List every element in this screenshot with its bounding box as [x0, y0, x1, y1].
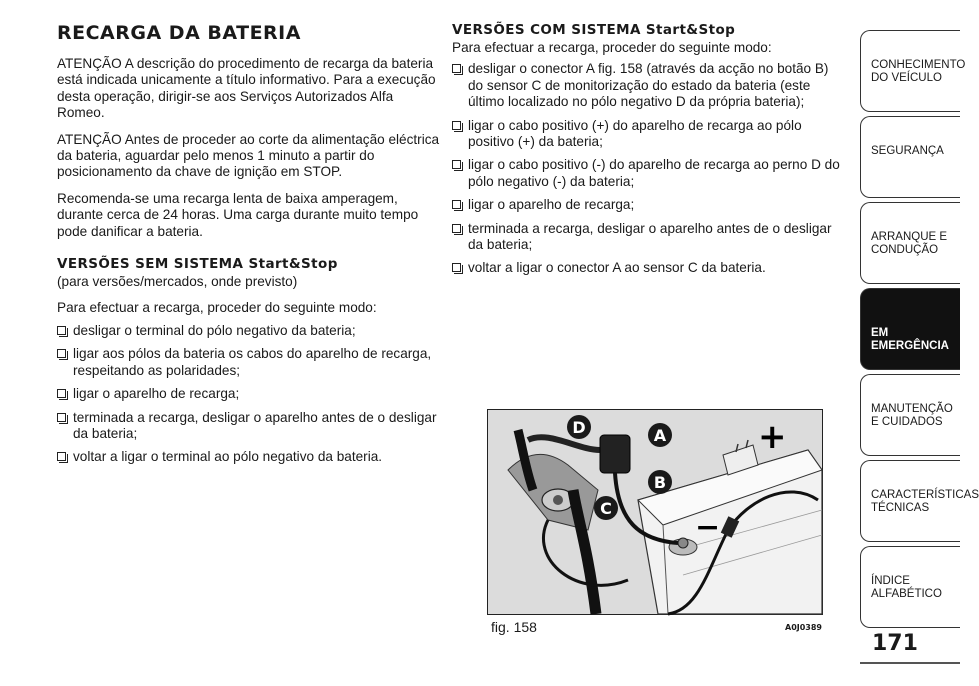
- checkbox-bullet-icon: [57, 349, 66, 358]
- list-item: desligar o conector A fig. 158 (através da acção no botão B) do sensor C de monitorização do estado da bateria (este último localizado no pólo negativo D da própria bateria);: [452, 61, 847, 110]
- battery-illustration: [487, 409, 823, 615]
- negative-sign: −: [695, 510, 721, 545]
- list-item: desligar o terminal do pólo negativo da bateria;: [57, 323, 442, 339]
- svg-text:D: D: [572, 418, 586, 437]
- checkbox-bullet-icon: [452, 160, 461, 169]
- figure-code: A0J0389: [785, 623, 822, 632]
- checkbox-bullet-icon: [452, 224, 461, 233]
- list-item: terminada a recarga, desligar o aparelho antes de o desligar da bateria;: [57, 410, 442, 443]
- left-column: [57, 18, 442, 473]
- list-item: ligar o cabo positivo (+) do aparelho de recarga ao pólo positivo (+) da bateria;: [452, 118, 847, 151]
- subsection-title-with-start-stop: VERSÕES COM SISTEMA Start&Stop: [452, 22, 736, 38]
- procedure-intro: Para efectuar a recarga, proceder do seguinte modo:: [57, 300, 377, 316]
- list-item: terminada a recarga, desligar o aparelho antes de o desligar da bateria;: [452, 221, 847, 254]
- positive-sign: +: [758, 417, 787, 457]
- tab-conhecimento-do-veiculo[interactable]: CONHECIMENTO DO VEÍCULO: [860, 30, 960, 112]
- list-item: voltar a ligar o conector A ao sensor C da bateria.: [452, 260, 847, 276]
- checkbox-bullet-icon: [452, 263, 461, 272]
- checkbox-bullet-icon: [452, 121, 461, 130]
- tab-arranque-e-conducao[interactable]: ARRANQUE E CONDUÇÃO: [860, 202, 960, 284]
- svg-text:C: C: [600, 499, 612, 518]
- list-item: ligar aos pólos da bateria os cabos do aparelho de recarga, respeitando as polaridades;: [57, 346, 442, 379]
- page-number: 171: [872, 631, 918, 656]
- subsection-note: (para versões/mercados, onde previsto): [57, 274, 298, 290]
- tab-manutencao-e-cuidados[interactable]: MANUTENÇÃO E CUIDADOS: [860, 374, 960, 456]
- checkbox-bullet-icon: [57, 413, 66, 422]
- list-item: ligar o aparelho de recarga;: [452, 197, 847, 213]
- checkbox-bullet-icon: [452, 64, 461, 73]
- svg-text:A: A: [653, 426, 667, 445]
- callout-a: [648, 423, 672, 447]
- right-column: [452, 22, 847, 284]
- callout-c: [594, 496, 618, 520]
- tab-em-emergencia[interactable]: EM EMERGÊNCIA: [860, 288, 960, 370]
- attention-paragraph-2: ATENÇÃO Antes de proceder ao corte da alimentação eléctrica da bateria, aguardar pelo menos 1 minuto a partir do posicionamento da chave de ignição em STOP.: [57, 131, 440, 180]
- chapter-tabs: [860, 30, 979, 632]
- procedure-intro: Para efectuar a recarga, proceder do seguinte modo:: [452, 40, 772, 55]
- recommendation-paragraph: Recomenda-se uma recarga lenta de baixa amperagem, durante cerca de 24 horas. Uma carga durante muito tempo pode danificar a bateria.: [57, 190, 419, 239]
- list-item: voltar a ligar o terminal ao pólo negativo da bateria.: [57, 449, 442, 465]
- section-title: RECARGA DA BATERIA: [57, 22, 301, 44]
- callout-b: [648, 470, 672, 494]
- battery-drawing: [488, 410, 822, 614]
- tab-caracteristicas-tecnicas[interactable]: CARACTERÍSTICAS TÉCNICAS: [860, 460, 960, 542]
- subsection-title-without-start-stop: VERSÕES SEM SISTEMA Start&Stop: [57, 256, 338, 273]
- callout-d: [567, 415, 591, 439]
- checkbox-bullet-icon: [57, 326, 66, 335]
- tab-seguranca[interactable]: SEGURANÇA: [860, 116, 960, 198]
- tab-indice-alfabetico[interactable]: ÍNDICE ALFABÉTICO: [860, 546, 960, 628]
- checkbox-bullet-icon: [57, 452, 66, 461]
- svg-text:B: B: [653, 473, 667, 492]
- list-item: ligar o aparelho de recarga;: [57, 386, 442, 402]
- attention-paragraph-1: ATENÇÃO A descrição do procedimento de recarga da bateria está indicada unicamente a título informativo. Para a execução desta operação, dirigir-se aos Serviços Autorizados Alfa Romeo.: [57, 56, 436, 121]
- divider: [860, 662, 960, 664]
- checkbox-bullet-icon: [57, 389, 66, 398]
- list-item: ligar o cabo positivo (-) do aparelho de recarga ao perno D do pólo negativo (-) da bateria;: [452, 157, 847, 190]
- checkbox-bullet-icon: [452, 200, 461, 209]
- figure-caption: fig. 158: [491, 619, 537, 635]
